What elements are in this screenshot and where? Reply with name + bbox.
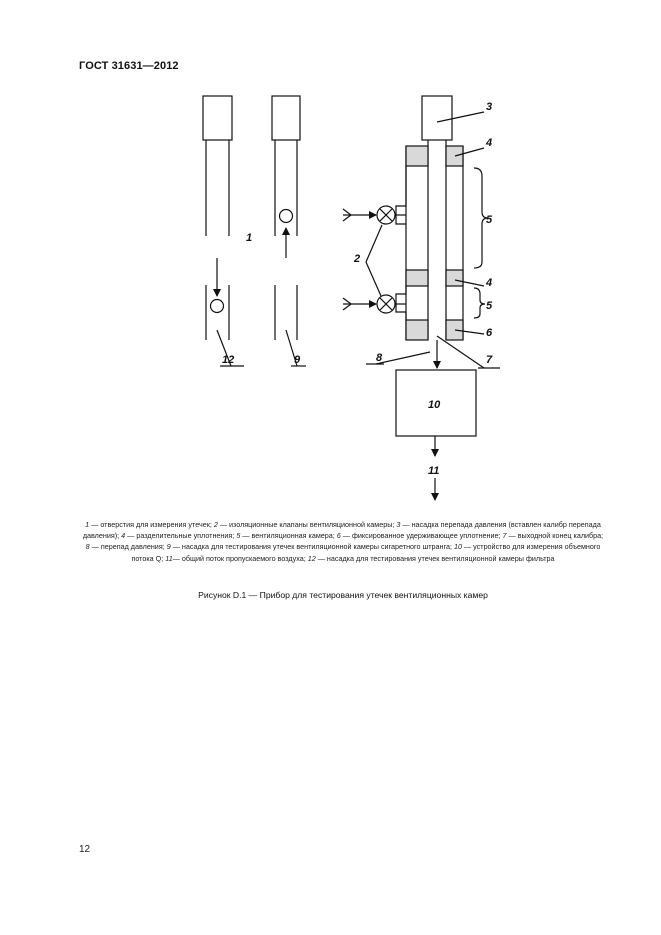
document-header: ГОСТ 31631—2012 (79, 60, 179, 72)
label-11: 11 (428, 465, 440, 477)
legend-item: 3 — насадка перепада давления (вставлен калибр перепада давления); (82, 520, 601, 541)
label-10: 10 (428, 399, 441, 411)
label-12: 12 (222, 354, 235, 366)
label-1: 1 (246, 232, 253, 244)
label-9: 9 (294, 354, 301, 366)
legend-item: 9 — насадка для тестирования утечек вентиляционной камеры сигаретного штранга; (166, 542, 454, 552)
label-4-top: 4 (486, 137, 493, 149)
test-apparatus (343, 96, 500, 500)
label-2: 2 (354, 253, 361, 265)
legend-item: 7 — выходной конец калибра; (502, 531, 604, 541)
page-number: 12 (79, 844, 91, 855)
ball-icon (280, 210, 293, 223)
ball-icon (211, 300, 224, 313)
valve-icon (377, 295, 395, 313)
legend-item: 12 — насадка для тестирования утечек вентиляционной камеры фильтра (307, 553, 555, 563)
label-7: 7 (486, 354, 493, 366)
figure-caption: Рисунок D.1 — Прибор для тестирования утечек вентиляционных камер (198, 590, 488, 600)
legend-item: 10 — устройство для измерения объемного потока Q; (131, 542, 601, 563)
label-5-top: 5 (486, 214, 493, 226)
label-8: 8 (376, 352, 383, 364)
label-6: 6 (486, 327, 493, 339)
cigarette-rod-leak-test-nozzle (272, 96, 306, 366)
legend-item: 5 — вентиляционная камера; (236, 531, 337, 541)
legend-item: 8 — перепад давления; (85, 542, 167, 552)
legend-item: 11— общий поток пропускаемого воздуха; (165, 553, 308, 563)
figure-legend (80, 519, 606, 564)
valve-icon (377, 206, 395, 224)
label-3: 3 (486, 101, 493, 113)
legend-item: 6 — фиксированное удерживающее уплотнение; (336, 531, 503, 541)
label-4-middle: 4 (486, 277, 493, 289)
filter-leak-test-nozzle (203, 96, 244, 366)
legend-item: 4 — разделительные уплотнения; (121, 531, 237, 541)
legend-item: 1 — отверстия для измерения утечек; (85, 520, 214, 529)
legend-item: 2 — изоляционные клапаны вентиляционной камеры; (213, 520, 397, 529)
label-5-bottom: 5 (486, 300, 493, 312)
